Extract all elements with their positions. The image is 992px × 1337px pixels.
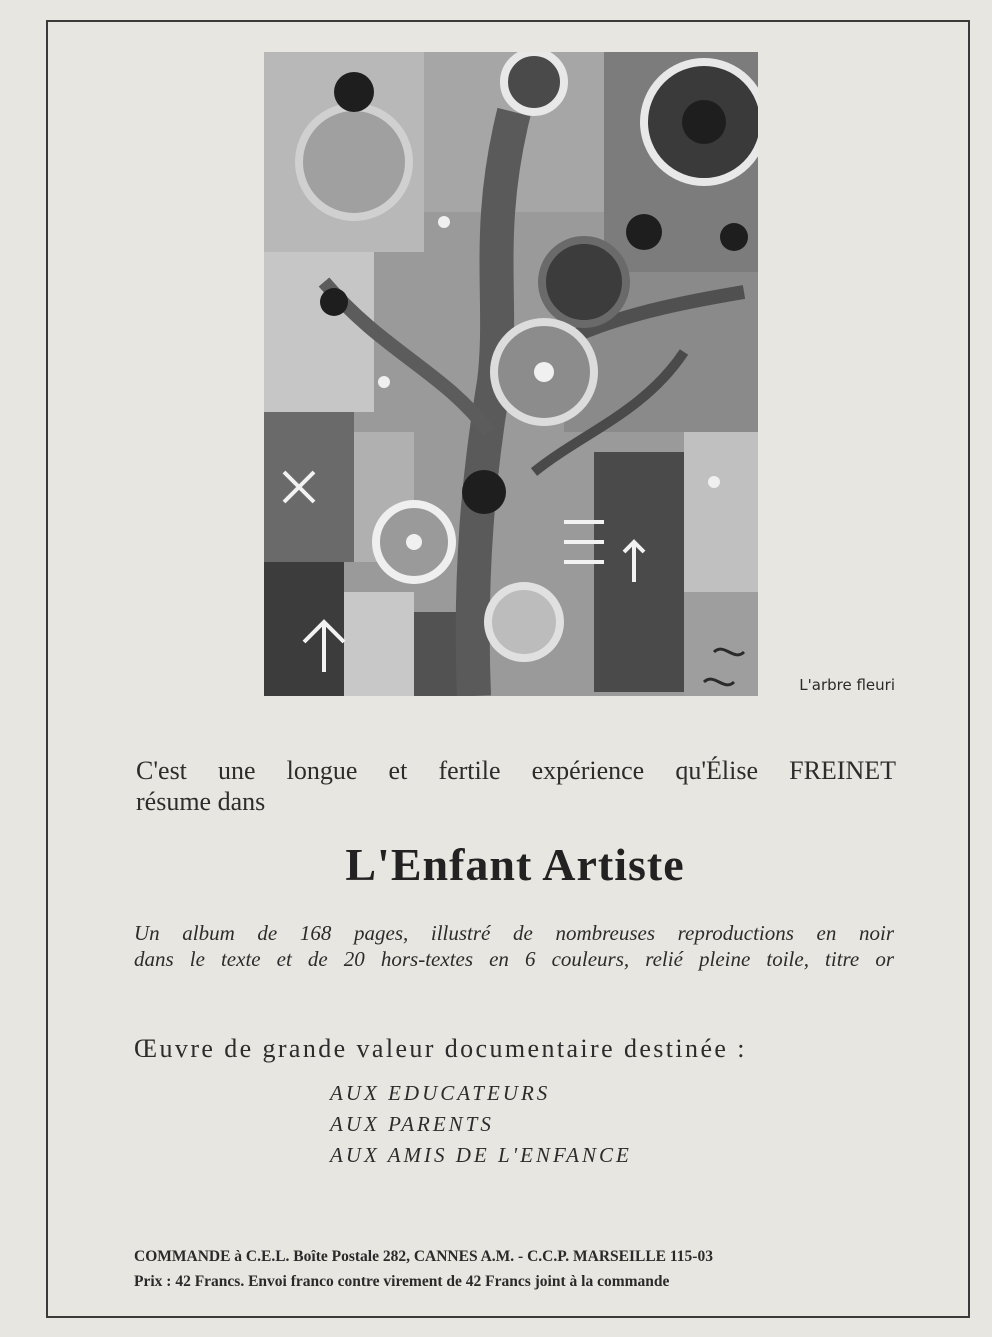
intro-paragraph — [136, 755, 896, 817]
audience-item: AUX EDUCATEURS — [330, 1081, 551, 1105]
artwork-caption: L'arbre fleuri — [799, 676, 895, 694]
book-title: L'Enfant Artiste — [345, 839, 685, 890]
purpose-statement: Œuvre de grande valeur documentaire destinée : — [134, 1034, 747, 1063]
intro-line: C'est une longue et fertile expérience qu'Élise FREINET — [136, 756, 896, 785]
artwork-painting — [264, 52, 758, 696]
audience-list — [330, 1078, 632, 1171]
intro-line: résume dans — [136, 787, 266, 816]
description-line: dans le texte et de 20 hors-textes en 6 couleurs, relié pleine toile, titre or — [134, 947, 894, 971]
order-address: COMMANDE à C.E.L. Boîte Postale 282, CANNES A.M. - C.C.P. MARSEILLE 115-03 — [134, 1248, 713, 1265]
order-price: Prix : 42 Francs. Envoi franco contre virement de 42 Francs joint à la commande — [134, 1273, 670, 1290]
book-description — [134, 920, 894, 972]
order-info — [134, 1244, 890, 1294]
audience-item: AUX AMIS DE L'ENFANCE — [330, 1143, 632, 1167]
description-line: Un album de 168 pages, illustré de nombreuses reproductions en noir — [134, 921, 894, 945]
audience-item: AUX PARENTS — [330, 1112, 494, 1136]
